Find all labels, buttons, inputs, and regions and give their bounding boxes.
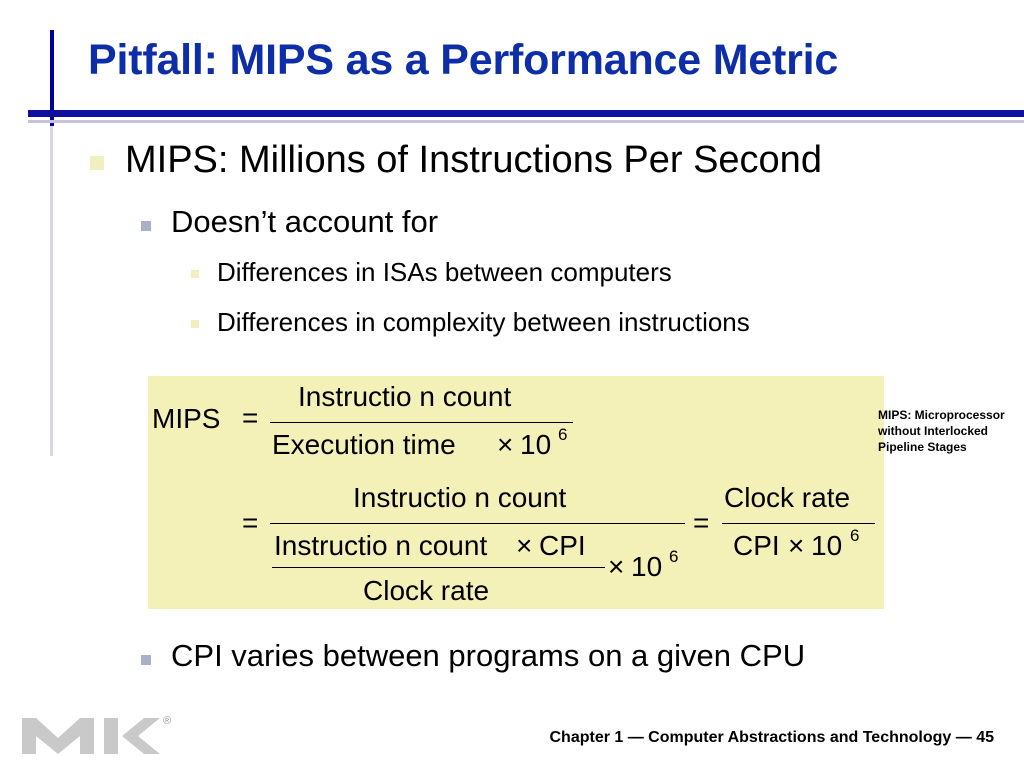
note-line: without Interlocked: [878, 424, 989, 438]
fraction-bar: [272, 567, 605, 568]
formula-equals: =: [693, 507, 710, 538]
slide-footer: Chapter 1 — Computer Abstractions and Technology — 45: [549, 729, 994, 746]
formula-equals: =: [242, 402, 259, 433]
formula-exponent: 6: [669, 547, 679, 566]
formula-exponent: 6: [850, 526, 860, 545]
formula-ten: 10: [520, 429, 552, 460]
formula-times: ×: [788, 530, 805, 561]
formula-equals: =: [242, 507, 259, 538]
bullet-square-icon: [191, 320, 199, 328]
mk-publisher-logo: [20, 712, 180, 763]
formula-times: ×: [497, 429, 514, 460]
formula-cpi: CPI: [539, 530, 586, 561]
formula-mips-label: MIPS: [152, 403, 221, 434]
bullet-square-icon: [191, 270, 199, 278]
formula-clock-rate: Clock rate: [724, 482, 851, 513]
formula-ten: 10: [631, 551, 663, 582]
bullet-mips-definition: MIPS: Millions of Instructions Per Second: [125, 139, 822, 181]
note-line: Pipeline Stages: [878, 440, 967, 454]
formula-instruction-count: Instructio n count: [353, 482, 567, 513]
slide-title: Pitfall: MIPS as a Performance Metric: [88, 36, 839, 84]
formula-box: [148, 376, 884, 609]
registered-mark: ®: [163, 715, 172, 727]
formula-cpi: CPI: [733, 530, 780, 561]
title-underline-rule: [28, 110, 1024, 117]
bullet-complexity-differences: Differences in complexity between instructions: [217, 307, 750, 337]
fraction-bar: [270, 523, 685, 524]
bullet-doesnt-account: Doesn’t account for: [171, 204, 439, 239]
mk-logo-icon: [20, 712, 180, 758]
note-line: MIPS: Microprocessor: [878, 408, 1005, 422]
fraction-bar: [270, 422, 573, 423]
formula-times: ×: [516, 530, 533, 561]
mips-acronym-note: [878, 407, 1005, 455]
bullet-square-icon: [90, 156, 104, 170]
formula-ten: 10: [811, 530, 843, 561]
formula-exponent: 6: [558, 425, 568, 444]
formula-times: ×: [608, 551, 625, 582]
formula-clock-rate: Clock rate: [363, 575, 490, 606]
fraction-bar: [722, 523, 875, 524]
bullet-isa-differences: Differences in ISAs between computers: [217, 257, 672, 287]
formula-numerator-instruction-count: Instructio n count: [298, 381, 512, 412]
bullet-cpi-varies: CPI varies between programs on a given CPU: [171, 638, 806, 673]
formula-instruction-count-times-cpi: Instructio n count: [274, 530, 488, 561]
bullet-square-icon: [141, 221, 151, 231]
left-margin-rule: [50, 126, 53, 456]
title-underline-shadow: [28, 120, 1024, 123]
formula-execution-time: Execution time: [272, 429, 456, 460]
bullet-square-icon: [141, 655, 151, 665]
